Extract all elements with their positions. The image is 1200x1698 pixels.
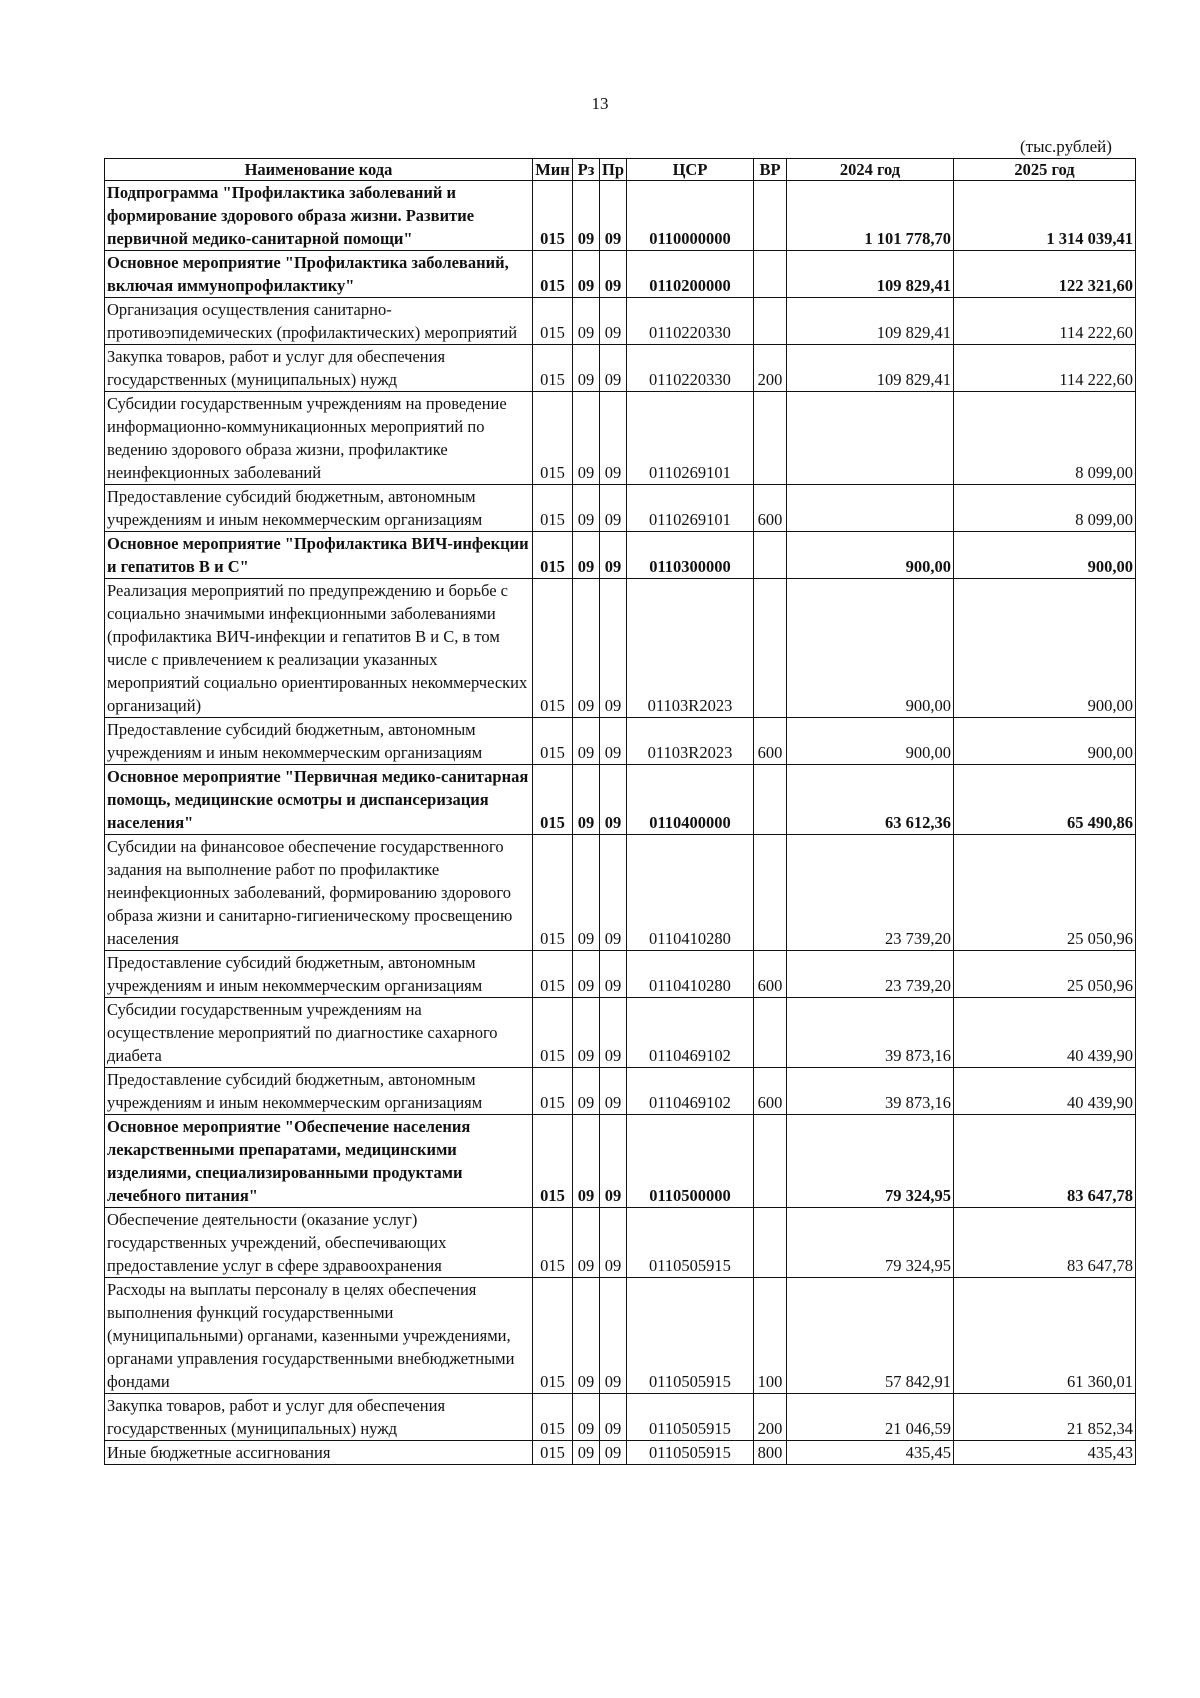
cell-csr: 0110269101 — [627, 485, 754, 532]
cell-min: 015 — [533, 1441, 573, 1465]
cell-rz: 09 — [573, 1208, 600, 1278]
cell-csr: 0110469102 — [627, 998, 754, 1068]
cell-csr: 0110410280 — [627, 951, 754, 998]
cell-name: Подпрограмма "Профилактика заболеваний и формирование здорового образа жизни. Развитие первичной медико-санитарной помощи" — [105, 181, 533, 251]
cell-vr — [754, 298, 787, 345]
header-row — [105, 159, 1136, 181]
cell-min: 015 — [533, 298, 573, 345]
cell-csr: 01103R2023 — [627, 718, 754, 765]
cell-y2024: 109 829,41 — [787, 345, 954, 392]
cell-csr: 0110505915 — [627, 1394, 754, 1441]
cell-min: 015 — [533, 1278, 573, 1394]
cell-vr — [754, 765, 787, 835]
table-row — [105, 718, 1136, 765]
cell-y2025: 40 439,90 — [954, 1068, 1136, 1115]
cell-csr: 0110000000 — [627, 181, 754, 251]
cell-name: Основное мероприятие "Первичная медико-санитарная помощь, медицинские осмотры и диспансеризация населения" — [105, 765, 533, 835]
cell-min: 015 — [533, 718, 573, 765]
cell-min: 015 — [533, 345, 573, 392]
cell-y2024: 109 829,41 — [787, 251, 954, 298]
cell-csr: 0110269101 — [627, 392, 754, 485]
cell-pr: 09 — [600, 392, 627, 485]
cell-y2024: 900,00 — [787, 532, 954, 579]
cell-csr: 0110469102 — [627, 1068, 754, 1115]
cell-y2025: 83 647,78 — [954, 1115, 1136, 1208]
cell-min: 015 — [533, 181, 573, 251]
cell-min: 015 — [533, 392, 573, 485]
cell-y2024: 1 101 778,70 — [787, 181, 954, 251]
cell-y2025: 114 222,60 — [954, 345, 1136, 392]
budget-table — [104, 158, 1136, 1465]
cell-rz: 09 — [573, 1278, 600, 1394]
cell-pr: 09 — [600, 998, 627, 1068]
header-2024: 2024 год — [787, 159, 954, 181]
cell-vr — [754, 392, 787, 485]
cell-name: Субсидии на финансовое обеспечение государственного задания на выполнение работ по профилактике неинфекционных заболеваний, формированию здорового образа жизни и санитарно-гигиеническому просвещению населения — [105, 835, 533, 951]
cell-vr: 100 — [754, 1278, 787, 1394]
units-label: (тыс.рублей) — [1020, 137, 1112, 156]
header-vr: ВР — [754, 159, 787, 181]
cell-rz: 09 — [573, 765, 600, 835]
cell-y2024: 21 046,59 — [787, 1394, 954, 1441]
cell-y2025: 900,00 — [954, 718, 1136, 765]
cell-pr: 09 — [600, 765, 627, 835]
cell-rz: 09 — [573, 835, 600, 951]
cell-pr: 09 — [600, 298, 627, 345]
table-row — [105, 1115, 1136, 1208]
header-name: Наименование кода — [105, 159, 533, 181]
cell-csr: 0110220330 — [627, 298, 754, 345]
cell-rz: 09 — [573, 532, 600, 579]
cell-min: 015 — [533, 251, 573, 298]
cell-y2024: 435,45 — [787, 1441, 954, 1465]
cell-csr: 0110220330 — [627, 345, 754, 392]
cell-pr: 09 — [600, 951, 627, 998]
header-2025: 2025 год — [954, 159, 1136, 181]
cell-name: Субсидии государственным учреждениям на проведение информационно-коммуникационных мероприятий по ведению здорового образа жизни, профилактике неинфекционных заболеваний — [105, 392, 533, 485]
cell-min: 015 — [533, 1208, 573, 1278]
cell-pr: 09 — [600, 251, 627, 298]
cell-vr — [754, 835, 787, 951]
cell-csr: 01103R2023 — [627, 579, 754, 718]
cell-min: 015 — [533, 765, 573, 835]
cell-y2024 — [787, 485, 954, 532]
cell-y2024: 39 873,16 — [787, 998, 954, 1068]
cell-y2025: 25 050,96 — [954, 951, 1136, 998]
cell-y2025: 65 490,86 — [954, 765, 1136, 835]
table-row — [105, 532, 1136, 579]
cell-name: Реализация мероприятий по предупреждению и борьбе с социально значимыми инфекционными заболеваниями (профилактика ВИЧ-инфекции и гепатитов В и С, в том числе с привлечением к реализации указанных мероприятий социально ориентированных некоммерческих организаций) — [105, 579, 533, 718]
table-row — [105, 485, 1136, 532]
cell-csr: 0110500000 — [627, 1115, 754, 1208]
cell-y2025: 435,43 — [954, 1441, 1136, 1465]
cell-min: 015 — [533, 1115, 573, 1208]
table-row — [105, 765, 1136, 835]
cell-csr: 0110505915 — [627, 1278, 754, 1394]
cell-name: Предоставление субсидий бюджетным, автономным учреждениям и иным некоммерческим организациям — [105, 485, 533, 532]
cell-y2024: 900,00 — [787, 718, 954, 765]
cell-name: Основное мероприятие "Обеспечение населения лекарственными препаратами, медицинскими изделиями, специализированными продуктами лечебного питания" — [105, 1115, 533, 1208]
cell-min: 015 — [533, 998, 573, 1068]
cell-pr: 09 — [600, 532, 627, 579]
cell-min: 015 — [533, 835, 573, 951]
cell-rz: 09 — [573, 345, 600, 392]
cell-y2025: 40 439,90 — [954, 998, 1136, 1068]
cell-vr — [754, 251, 787, 298]
cell-y2025: 8 099,00 — [954, 392, 1136, 485]
cell-csr: 0110505915 — [627, 1208, 754, 1278]
cell-pr: 09 — [600, 181, 627, 251]
cell-vr — [754, 579, 787, 718]
cell-pr: 09 — [600, 1278, 627, 1394]
cell-vr: 600 — [754, 718, 787, 765]
cell-pr: 09 — [600, 485, 627, 532]
table-row — [105, 392, 1136, 485]
cell-pr: 09 — [600, 1441, 627, 1465]
header-csr: ЦСР — [627, 159, 754, 181]
cell-vr: 800 — [754, 1441, 787, 1465]
header-rz: Рз — [573, 159, 600, 181]
cell-y2024: 900,00 — [787, 579, 954, 718]
cell-pr: 09 — [600, 718, 627, 765]
cell-y2025: 114 222,60 — [954, 298, 1136, 345]
cell-y2024: 79 324,95 — [787, 1115, 954, 1208]
cell-rz: 09 — [573, 1068, 600, 1115]
page-number: 13 — [591, 94, 609, 113]
table-row — [105, 951, 1136, 998]
cell-name: Основное мероприятие "Профилактика заболеваний, включая иммунопрофилактику" — [105, 251, 533, 298]
table-row — [105, 998, 1136, 1068]
cell-csr: 0110410280 — [627, 835, 754, 951]
cell-vr: 600 — [754, 951, 787, 998]
table-row — [105, 1441, 1136, 1465]
table-row — [105, 835, 1136, 951]
cell-rz: 09 — [573, 998, 600, 1068]
cell-name: Расходы на выплаты персоналу в целях обеспечения выполнения функций государственными (муниципальными) органами, казенными учреждениями, органами управления государственными внебюджетными фондами — [105, 1278, 533, 1394]
cell-csr: 0110505915 — [627, 1441, 754, 1465]
table-row — [105, 1208, 1136, 1278]
cell-min: 015 — [533, 579, 573, 718]
cell-pr: 09 — [600, 1394, 627, 1441]
cell-rz: 09 — [573, 951, 600, 998]
cell-y2025: 61 360,01 — [954, 1278, 1136, 1394]
cell-name: Предоставление субсидий бюджетным, автономным учреждениям и иным некоммерческим организациям — [105, 951, 533, 998]
cell-y2025: 25 050,96 — [954, 835, 1136, 951]
cell-y2024: 23 739,20 — [787, 835, 954, 951]
cell-name: Закупка товаров, работ и услуг для обеспечения государственных (муниципальных) нужд — [105, 1394, 533, 1441]
header-min: Мин — [533, 159, 573, 181]
cell-vr — [754, 532, 787, 579]
cell-y2025: 8 099,00 — [954, 485, 1136, 532]
cell-pr: 09 — [600, 579, 627, 718]
cell-name: Предоставление субсидий бюджетным, автономным учреждениям и иным некоммерческим организациям — [105, 1068, 533, 1115]
cell-rz: 09 — [573, 485, 600, 532]
table-row — [105, 1394, 1136, 1441]
cell-rz: 09 — [573, 251, 600, 298]
cell-pr: 09 — [600, 345, 627, 392]
cell-rz: 09 — [573, 1115, 600, 1208]
cell-y2024: 23 739,20 — [787, 951, 954, 998]
cell-name: Организация осуществления санитарно-противоэпидемических (профилактических) мероприятий — [105, 298, 533, 345]
cell-pr: 09 — [600, 1208, 627, 1278]
cell-rz: 09 — [573, 298, 600, 345]
cell-y2024 — [787, 392, 954, 485]
table-row — [105, 345, 1136, 392]
cell-vr — [754, 181, 787, 251]
cell-vr — [754, 998, 787, 1068]
cell-name: Закупка товаров, работ и услуг для обеспечения государственных (муниципальных) нужд — [105, 345, 533, 392]
cell-y2025: 900,00 — [954, 532, 1136, 579]
cell-min: 015 — [533, 485, 573, 532]
cell-rz: 09 — [573, 1441, 600, 1465]
cell-pr: 09 — [600, 1068, 627, 1115]
cell-min: 015 — [533, 532, 573, 579]
cell-y2024: 39 873,16 — [787, 1068, 954, 1115]
cell-name: Предоставление субсидий бюджетным, автономным учреждениям и иным некоммерческим организациям — [105, 718, 533, 765]
cell-vr: 600 — [754, 1068, 787, 1115]
cell-name: Обеспечение деятельности (оказание услуг) государственных учреждений, обеспечивающих предоставление услуг в сфере здравоохранения — [105, 1208, 533, 1278]
cell-rz: 09 — [573, 392, 600, 485]
cell-vr: 600 — [754, 485, 787, 532]
cell-name: Иные бюджетные ассигнования — [105, 1441, 533, 1465]
cell-min: 015 — [533, 1068, 573, 1115]
cell-name: Основное мероприятие "Профилактика ВИЧ-инфекции и гепатитов В и С" — [105, 532, 533, 579]
table-row — [105, 1068, 1136, 1115]
cell-pr: 09 — [600, 1115, 627, 1208]
cell-rz: 09 — [573, 1394, 600, 1441]
cell-y2024: 79 324,95 — [787, 1208, 954, 1278]
cell-rz: 09 — [573, 579, 600, 718]
cell-csr: 0110200000 — [627, 251, 754, 298]
header-pr: Пр — [600, 159, 627, 181]
cell-y2025: 21 852,34 — [954, 1394, 1136, 1441]
cell-y2025: 900,00 — [954, 579, 1136, 718]
cell-min: 015 — [533, 951, 573, 998]
table-row — [105, 298, 1136, 345]
table-row — [105, 181, 1136, 251]
cell-vr: 200 — [754, 345, 787, 392]
cell-min: 015 — [533, 1394, 573, 1441]
cell-csr: 0110300000 — [627, 532, 754, 579]
cell-y2025: 1 314 039,41 — [954, 181, 1136, 251]
cell-y2024: 57 842,91 — [787, 1278, 954, 1394]
cell-vr — [754, 1208, 787, 1278]
cell-rz: 09 — [573, 181, 600, 251]
cell-csr: 0110400000 — [627, 765, 754, 835]
table-row — [105, 579, 1136, 718]
cell-name: Субсидии государственным учреждениям на осуществление мероприятий по диагностике сахарного диабета — [105, 998, 533, 1068]
cell-vr: 200 — [754, 1394, 787, 1441]
cell-y2024: 109 829,41 — [787, 298, 954, 345]
cell-rz: 09 — [573, 718, 600, 765]
cell-y2024: 63 612,36 — [787, 765, 954, 835]
cell-y2025: 122 321,60 — [954, 251, 1136, 298]
table-row — [105, 251, 1136, 298]
cell-vr — [754, 1115, 787, 1208]
table-row — [105, 1278, 1136, 1394]
cell-y2025: 83 647,78 — [954, 1208, 1136, 1278]
cell-pr: 09 — [600, 835, 627, 951]
